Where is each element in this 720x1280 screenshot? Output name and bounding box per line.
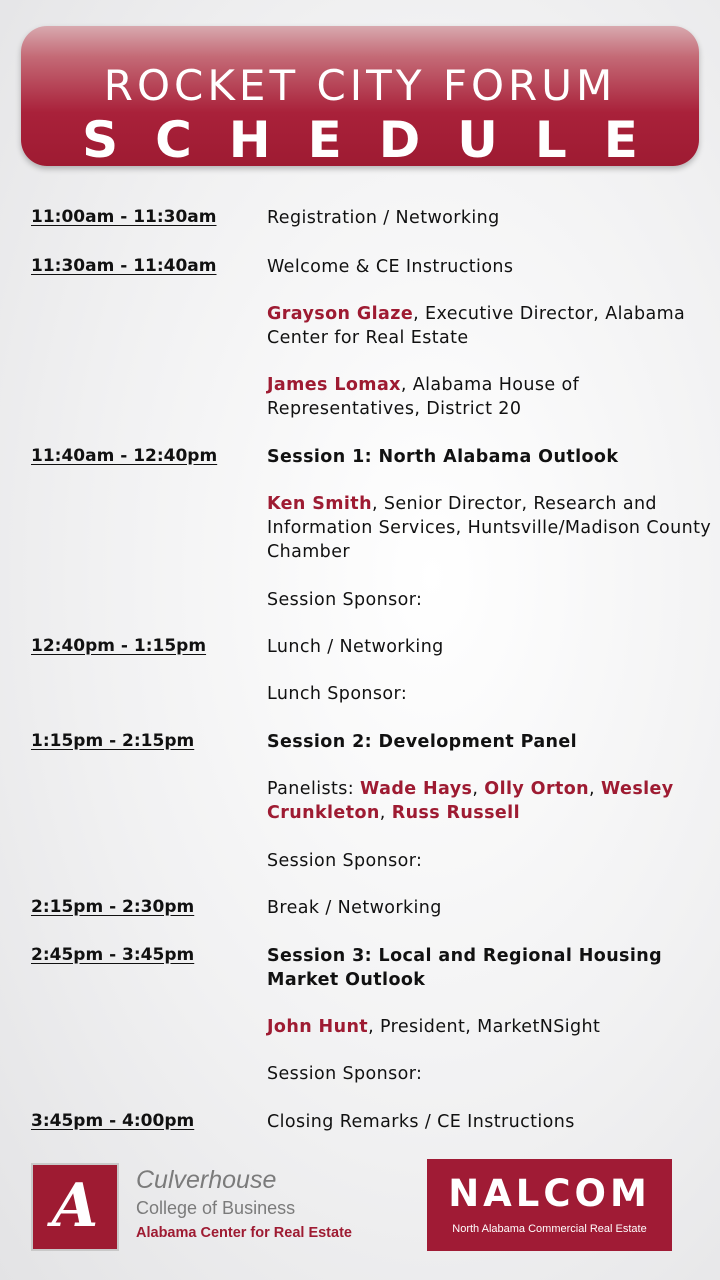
header-subtitle: SCHEDULE [82,111,675,169]
event-title: Session 3: Local and Regional Housing Market Outlook [267,946,663,990]
time-slot: 2:45pm - 3:45pm [31,945,195,965]
header-title: ROCKET CITY FORUM [103,61,617,110]
panelists: Panelists: Wade Hays, Olly Orton, Wesley Crunkleton, Russ Russell [267,779,674,823]
nalcom-subtitle: North Alabama Commercial Real Estate [452,1223,647,1235]
sponsor-label: Session Sponsor: [267,1064,423,1084]
panelist-name: Wesley Crunkleton [267,779,674,823]
speaker-entry [267,373,713,421]
speaker-entry [267,492,713,564]
alabama-a-letter: A [51,1171,99,1241]
event-title: Closing Remarks / CE Instructions [267,1112,575,1132]
sponsor-label: Session Sponsor: [267,590,423,610]
speaker-entry [267,302,713,350]
nalcom-logo [427,1159,672,1251]
sponsor-label: Lunch Sponsor: [267,684,408,704]
time-slot: 11:00am - 11:30am [31,207,217,227]
time-slot: 2:15pm - 2:30pm [31,897,195,917]
culverhouse-logo [31,1163,361,1251]
event-title: Break / Networking [267,898,442,918]
time-slot: 1:15pm - 2:15pm [31,731,195,751]
speaker-name: Grayson Glaze [267,304,414,324]
speaker-name: James Lomax [267,375,401,395]
event-title: Welcome & CE Instructions [267,257,514,277]
speaker-title: , Alabama House of Representatives, District 20 [267,375,580,419]
speaker-entry [267,1015,713,1039]
event-title: Session 2: Development Panel [267,732,578,752]
college-name: College of Business [136,1198,296,1218]
event-title: Session 1: North Alabama Outlook [267,447,619,467]
speaker-title: , Executive Director, Alabama Center for Real Estate [267,304,686,348]
speaker-title: , Senior Director, Research and Information Services, Huntsville/Madison County Chamber [267,494,712,562]
alabama-a-logo [31,1163,119,1251]
sponsor-label: Session Sponsor: [267,851,423,871]
panelist-name: Wade Hays [360,779,473,799]
culverhouse-name: Culverhouse [136,1166,277,1194]
speaker-name: Ken Smith [267,494,372,514]
speaker-name: John Hunt [267,1017,369,1037]
header-banner [21,26,699,169]
event-title: Lunch / Networking [267,637,444,657]
event-title: Registration / Networking [267,208,500,228]
time-slot: 11:40am - 12:40pm [31,446,218,466]
nalcom-title: NALCOM [448,1172,651,1215]
center-name: Alabama Center for Real Estate [136,1225,352,1241]
panelists-label: Panelists: [267,779,361,799]
panelist-name: Olly Orton [484,779,590,799]
panelist-name: Russ Russell [391,803,520,823]
time-slot: 11:30am - 11:40am [31,256,217,276]
speaker-title: , President, MarketNSight [368,1017,601,1037]
time-slot: 3:45pm - 4:00pm [31,1111,195,1131]
time-slot: 12:40pm - 1:15pm [31,636,207,656]
